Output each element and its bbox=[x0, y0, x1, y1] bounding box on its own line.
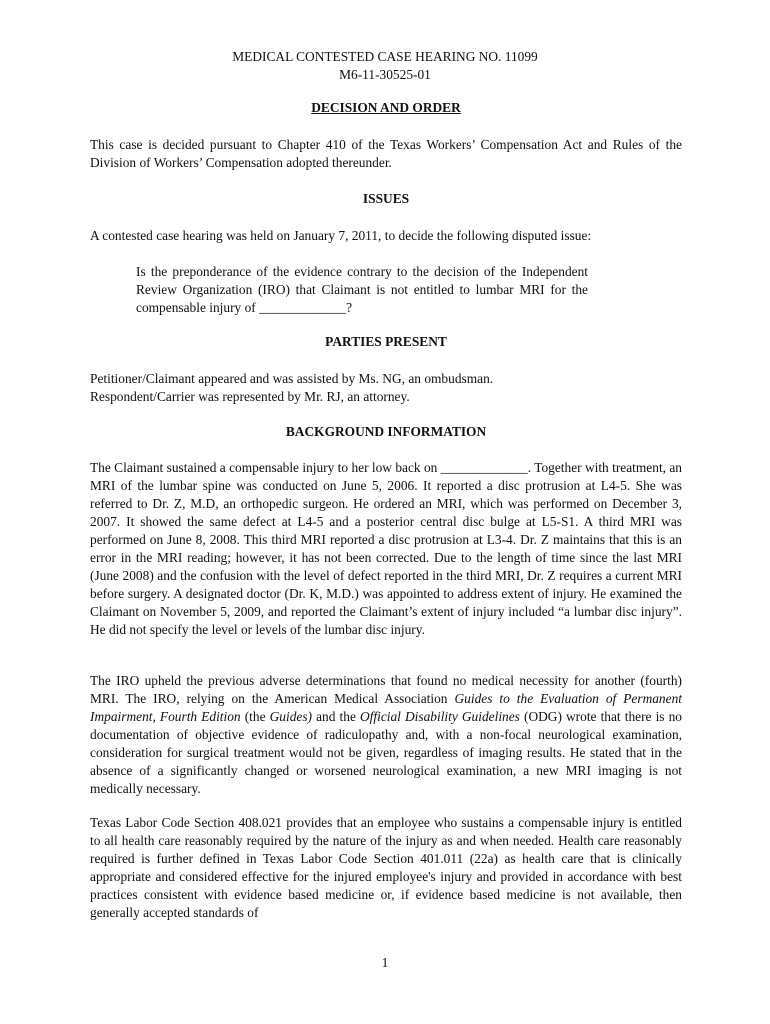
disputed-issue-quote: Is the preponderance of the evidence contrary to the decision of the Independent Review Organization (IRO) that Claimant is not entitled to lumbar MRI for the compensable injury of _____________? bbox=[136, 264, 588, 315]
guides-title: Guides to the Evaluation of Permanent Impairment, Fourth Edition bbox=[90, 691, 682, 724]
iro-text-a: The IRO upheld the previous adverse determinations that found no medical necessity for another (fourth) MRI. The IRO, relying on the American Medical Association bbox=[90, 673, 682, 706]
document-title: DECISION AND ORDER bbox=[311, 100, 461, 115]
case-header bbox=[0, 48, 770, 84]
iro-text-d: (ODG) wrote that there is no documentation of objective evidence of radiculopathy and, with a non-focal neurological examination, consideration for surgical treatment would not be given, regardless of imaging results. He stated that in the absence of a significantly changed or worsened neurological examination, a new MRI imaging is not medically necessary. bbox=[90, 709, 682, 796]
claimant-party-line: Petitioner/Claimant appeared and was assisted by Ms. NG, an ombudsman. bbox=[90, 371, 494, 386]
case-number-line: MEDICAL CONTESTED CASE HEARING NO. 11099 bbox=[232, 49, 538, 64]
parties-heading: PARTIES PRESENT bbox=[325, 334, 447, 349]
page-number: 1 bbox=[381, 955, 389, 970]
background-paragraph-2 bbox=[90, 672, 682, 798]
background-paragraph-1: The Claimant sustained a compensable injury to her low back on _____________. Together with treatment, an MRI of the lumbar spine was conducted on June 5, 2006. It reported a disc protrusion at L4-5. She was referred to Dr. Z, M.D, an orthopedic surgeon. He ordered an MRI, which was performed on December 3, 2007. It showed the same defect at L4-5 and a posterior central disc bulge at L5-S1. A third MRI was performed on June 8, 2008. This third MRI reported a disc protrusion at L3-4. Dr. Z maintains that this is an error in the MRI reading; however, it has not been corrected. Due to the length of time since the last MRI (June 2008) and the confusion with the level of defect reported in the third MRI, Dr. Z requires a current MRI before surgery. A designated doctor (Dr. K, M.D.) was appointed to address extent of injury. He examined the Claimant on November 5, 2009, and reported the Claimant’s extent of injury included “a lumbar disc injury”. He did not specify the level or levels of the lumbar disc injury. bbox=[90, 460, 682, 637]
parties-paragraph bbox=[90, 370, 682, 406]
odg-title: Official Disability Guidelines bbox=[359, 709, 520, 724]
guides-abbrev: Guides) bbox=[269, 709, 313, 724]
iro-text-b: (the bbox=[240, 709, 270, 724]
background-heading: BACKGROUND INFORMATION bbox=[285, 424, 487, 439]
iro-text-c: and the bbox=[312, 709, 360, 724]
carrier-party-line: Respondent/Carrier was represented by Mr. RJ, an attorney. bbox=[90, 389, 410, 404]
issues-heading: ISSUES bbox=[362, 191, 410, 206]
intro-paragraph: This case is decided pursuant to Chapter 410 of the Texas Workers’ Compensation Act and Rules of the Division of Workers’ Compensation adopted thereunder. bbox=[90, 137, 682, 170]
issues-paragraph: A contested case hearing was held on January 7, 2011, to decide the following disputed issue: bbox=[90, 228, 592, 243]
docket-number-line: M6-11-30525-01 bbox=[339, 67, 431, 82]
background-paragraph-3: Texas Labor Code Section 408.021 provides that an employee who sustains a compensable injury is entitled to all health care reasonably required by the nature of the injury as and when needed. Health care reasonably required is further defined in Texas Labor Code Section 401.011 (22a) as health care that is clinically appropriate and considered effective for the injured employee's injury and provided in accordance with best practices consistent with evidence based medicine or, if evidence based medicine is not available, then generally accepted standards of bbox=[90, 815, 682, 920]
